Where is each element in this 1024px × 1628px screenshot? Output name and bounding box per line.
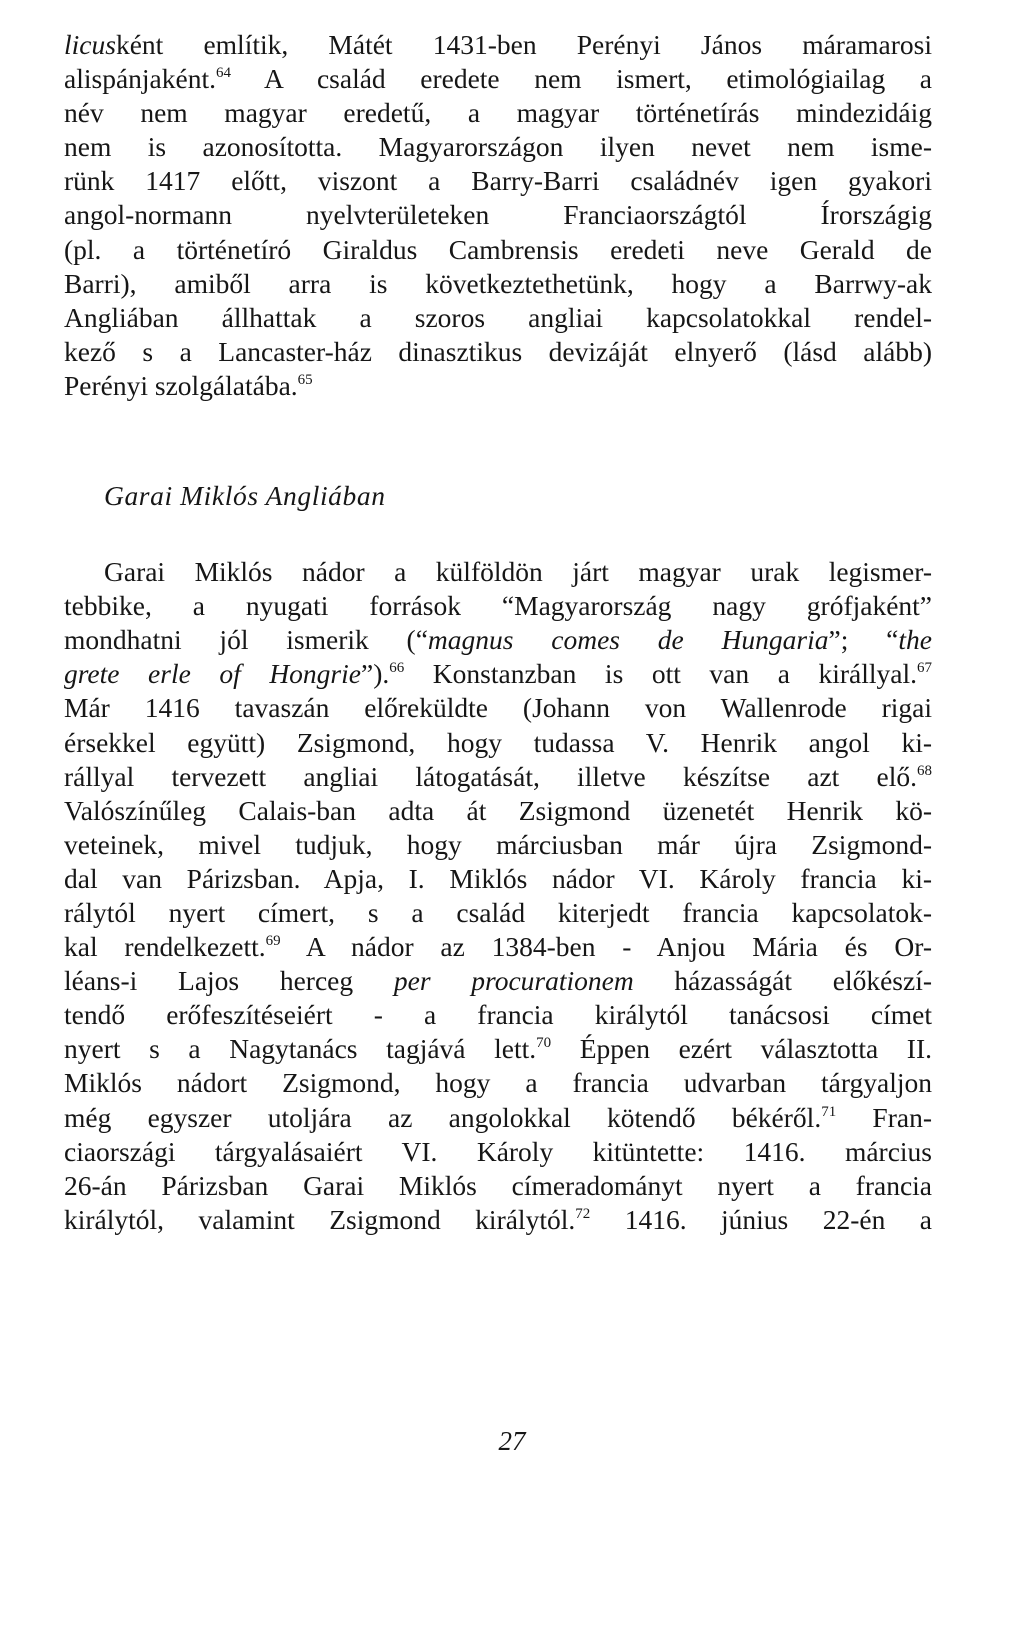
text-run: királytól, valamint Zsigmond királytól.	[64, 1203, 576, 1235]
text-line: 26-án Párizsban Garai Miklós címeradományt nyert a francia	[64, 1169, 932, 1201]
text-run: léans-i Lajos herceg	[64, 965, 394, 997]
footnote-ref: 69	[265, 933, 281, 950]
text-run: A család eredete nem ismert, etimológiailag a	[230, 63, 932, 95]
text-line: Angliában állhattak a szoros angliai kapcsolatokkal rendel-	[64, 301, 932, 333]
text-line: kező s a Lancaster-ház dinasztikus devizáját elnyerő (lásd alább)	[64, 335, 932, 367]
spacer	[64, 403, 932, 479]
text-line	[64, 1101, 932, 1135]
footnote-ref: 64	[215, 65, 231, 82]
text-line	[64, 1203, 932, 1237]
text-line: angol-normann nyelvterületeken Franciaországtól Írországig	[64, 199, 932, 231]
text-line	[64, 28, 932, 62]
text-line	[64, 760, 932, 794]
footnote-ref: 67	[916, 660, 932, 677]
text-line: tendő erőfeszítéseiért - a francia királytól tanácsosi címet	[64, 999, 932, 1031]
text-line: dal van Párizsban. Apja, I. Miklós nádor VI. Károly francia ki-	[64, 862, 932, 894]
paragraph-garai	[64, 555, 932, 1237]
text-run: alispánjaként.	[64, 63, 216, 95]
text-line: érsekkel együtt) Zsigmond, hogy tudassa V. Henrik angol ki-	[64, 726, 932, 758]
footnote-ref: 65	[297, 371, 313, 388]
text-run: A nádor az 1384-ben - Anjou Mária és Or-	[280, 931, 932, 963]
text-run: mondhatni jól ismerik (“	[64, 624, 428, 656]
page-number: 27	[498, 1426, 526, 1456]
text-line: Barri), amiből arra is következtethetünk, hogy a Barrwy-ak	[64, 267, 932, 299]
text-line	[64, 62, 932, 96]
text-run: rállyal tervezett angliai látogatását, illetve készítse azt elő.	[64, 760, 917, 792]
text-line: rünk 1417 előtt, viszont a Barry-Barri családnév igen gyakori	[64, 165, 932, 197]
paragraph-perenyi	[64, 28, 932, 403]
text-run: Konstanzban is ott van a királlyal.	[404, 658, 917, 690]
text-run: még egyszer utoljára az angolokkal kötendő békéről.	[64, 1101, 822, 1133]
text-line: nem is azonosította. Magyarországon ilyen nevet nem isme-	[64, 131, 932, 163]
section-heading: Garai Miklós Angliában	[104, 480, 386, 512]
spacer	[64, 513, 932, 555]
text-line: Már 1416 tavaszán előreküldte (Johann von Wallenrode rigai	[64, 692, 932, 724]
text-line	[64, 657, 932, 691]
footnote-ref: 68	[917, 762, 932, 779]
footnote-ref: 72	[575, 1205, 591, 1222]
text-line: ciaországi tárgyalásaiért VI. Károly kitüntette: 1416. március	[64, 1135, 932, 1167]
text-run: Éppen ezért választotta II.	[551, 1033, 932, 1065]
text-run: házasságát előkészí-	[633, 965, 932, 997]
text-line: (pl. a történetíró Giraldus Cambrensis eredeti neve Gerald de	[64, 233, 932, 265]
footnote-ref: 66	[389, 660, 405, 677]
text-run: ”; “	[828, 624, 899, 656]
book-page	[64, 28, 932, 1237]
text-line	[64, 930, 932, 964]
text-run: nyert s a Nagytanács tagjává lett.	[64, 1033, 537, 1065]
italic-text: magnus comes de Hungaria	[427, 624, 829, 656]
text-line	[64, 964, 932, 998]
italic-text: per procurationem	[393, 965, 634, 997]
italic-text: licus	[64, 29, 116, 60]
text-run: Perényi szolgálatába.	[64, 369, 298, 401]
italic-text: the	[898, 624, 932, 656]
text-run: 1416. június 22-én a	[590, 1203, 932, 1235]
text-run: kal rendelkezett.	[64, 931, 266, 963]
text-line	[64, 623, 932, 657]
text-line: tebbike, a nyugati források “Magyarország nagy grófjaként”	[64, 590, 932, 622]
footnote-ref: 71	[821, 1103, 837, 1120]
text-line: Miklós nádort Zsigmond, hogy a francia udvarban tárgyaljon	[64, 1067, 932, 1099]
text-line: név nem magyar eredetű, a magyar történetírás mindezidáig	[64, 97, 932, 129]
text-run: Fran-	[836, 1101, 932, 1133]
text-line: Valószínűleg Calais-ban adta át Zsigmond üzenetét Henrik kö-	[64, 794, 932, 826]
italic-text: grete erle of Hongrie	[64, 658, 361, 690]
text-line: veteinek, mivel tudjuk, hogy márciusban már újra Zsigmond-	[64, 828, 932, 860]
text-line: rálytól nyert címert, s a család kiterjedt francia kapcsolatok-	[64, 896, 932, 928]
text-run: ként említik, Mátét 1431-ben Perényi János máramarosi	[115, 29, 932, 60]
text-line	[64, 369, 932, 403]
footnote-ref: 70	[536, 1035, 552, 1052]
text-line	[64, 1032, 932, 1066]
text-run: ”).	[360, 658, 390, 690]
text-line: Garai Miklós nádor a külföldön járt magyar urak legismer-	[104, 556, 932, 588]
